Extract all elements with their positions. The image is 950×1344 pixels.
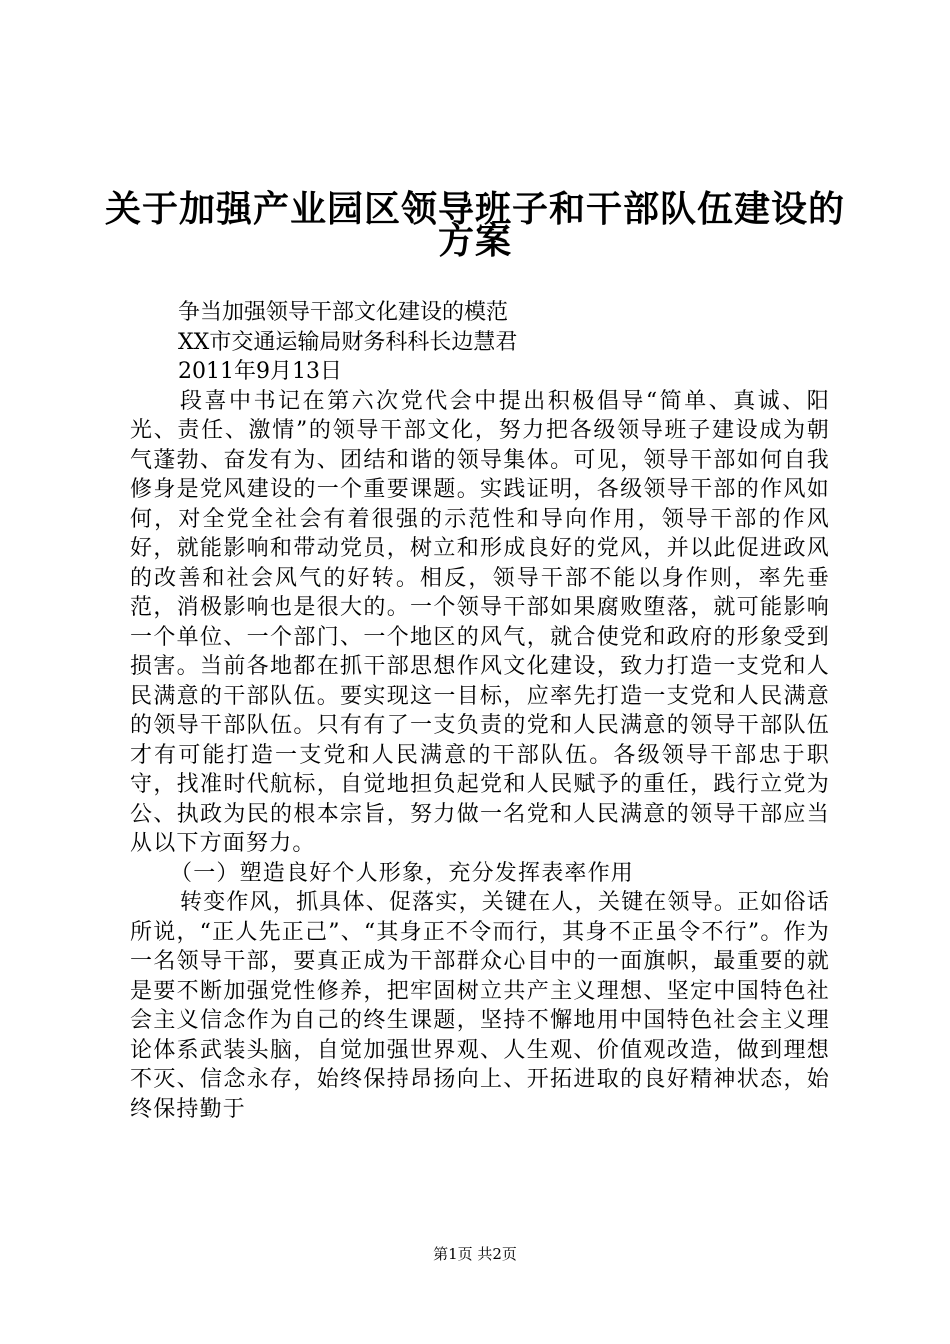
paragraph-section1: 转变作风，抓具体、促落实，关键在人，关键在领导。正如俗话所说，“正人先正己”、“其身正不令而行，其身不正虽令不行”。作为一名领导干部，要真正成为干部群众心目中的一面旗帜，最重要的就是要不断加强党性修养，把牢固树立共产主义理想、坚定中国特色社会主义信念作为自己的终生课题，坚持不懈地用中国特色社会主义理论体系武装头脑，自觉加强世界观、人生观、价值观改造，做到理想不灭、信念永存，始终保持昂扬向上、开拓进取的良好精神状态，始终保持勤于 bbox=[130, 890, 830, 1122]
document-author: XX市交通运输局财务科科长边慧君 bbox=[178, 329, 518, 355]
document-title-line1: 关于加强产业园区领导班子和干部队伍建设的 bbox=[104, 189, 845, 230]
document-body bbox=[130, 298, 830, 1124]
document-date: 2011年9月13日 bbox=[178, 359, 342, 384]
section-heading-1: （一）塑造良好个人形象，充分发挥表率作用 bbox=[170, 860, 635, 886]
paragraph-intro: 段喜中书记在第六次党代会中提出积极倡导“简单、真诚、阳光、责任、激情”的领导干部文化，努力把各级领导班子建设成为朝气蓬勃、奋发有为、团结和谐的领导集体。可见，领导干部如何自我修身是党风建设的一个重要课题。实践证明，各级领导干部的作风如何，对全党全社会有着很强的示范性和导向作用，领导干部的作风好，就能影响和带动党员，树立和形成良好的党风，并以此促进政风的改善和社会风气的好转。相反，领导干部不能以身作则，率先垂范，消极影响也是很大的。一个领导干部如果腐败堕落，就可能影响一个单位、一个部门、一个地区的风气，就合使党和政府的形象受到损害。当前各地都在抓干部思想作风文化建设，致力打造一支党和人民满意的干部队伍。要实现这一目标，应率先打造一支党和人民满意的领导干部队伍。只有有了一支负责的党和人民满意的领导干部队伍才有可能打造一支党和人民满意的干部队伍。各级领导干部忠于职守，找准时代航标，自觉地担负起党和人民赋予的重任，践行立党为公、执政为民的根本宗旨，努力做一名党和人民满意的领导干部应当从以下方面努力。 bbox=[130, 388, 830, 856]
document-title-line2: 方案 bbox=[437, 221, 512, 262]
document-subtitle: 争当加强领导干部文化建设的模范 bbox=[178, 300, 509, 325]
page-footer: 第1页 共2页 bbox=[433, 1245, 517, 1263]
